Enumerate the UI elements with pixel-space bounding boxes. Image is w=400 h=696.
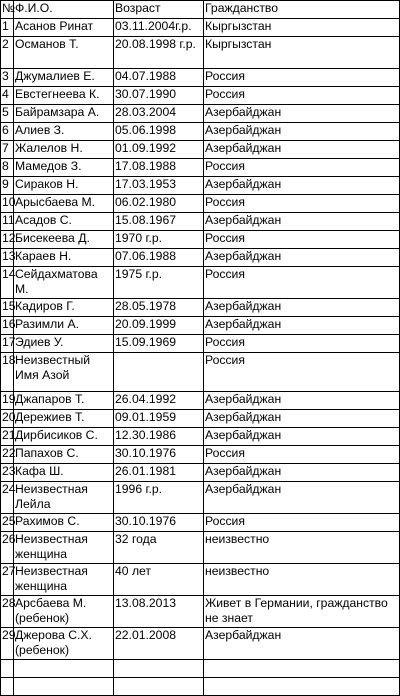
row-number: 7 [1, 141, 14, 159]
table-row [1, 335, 400, 353]
table-row [1, 410, 400, 428]
row-number: 5 [1, 105, 14, 123]
row-name: Папахов С. [14, 446, 114, 464]
row-citizenship [204, 678, 400, 696]
table-row [1, 87, 400, 105]
row-age [114, 353, 204, 392]
table-row [1, 123, 400, 141]
row-citizenship: Азербайджан [204, 464, 400, 482]
row-number: 6 [1, 123, 14, 141]
table-row [1, 299, 400, 317]
table-row [1, 231, 400, 249]
table-row [1, 177, 400, 195]
table-row [1, 482, 400, 514]
row-age: 17.03.1953 [114, 177, 204, 195]
row-name: Асанов Ринат [14, 19, 114, 37]
row-age [114, 660, 204, 678]
row-number: 1 [1, 19, 14, 37]
row-name: Джумалиев Е. [14, 69, 114, 87]
row-age [114, 678, 204, 696]
row-number: 24 [1, 482, 14, 514]
table-row [1, 628, 400, 660]
row-citizenship: Азербайджан [204, 428, 400, 446]
table-row [1, 69, 400, 87]
row-age: 22.01.2008 [114, 628, 204, 660]
table-row [1, 213, 400, 231]
row-age: 40 лет [114, 564, 204, 596]
row-citizenship: Россия [204, 514, 400, 532]
row-number: 17 [1, 335, 14, 353]
row-citizenship: Россия [204, 231, 400, 249]
table-row-empty [1, 678, 400, 696]
row-citizenship: Азербайджан [204, 105, 400, 123]
table-row [1, 195, 400, 213]
row-name: Османов Т. [14, 37, 114, 69]
table-row [1, 392, 400, 410]
row-citizenship: Россия [204, 335, 400, 353]
table-row [1, 141, 400, 159]
row-citizenship: Азербайджан [204, 317, 400, 335]
table-row [1, 596, 400, 628]
row-number: 3 [1, 69, 14, 87]
row-name: Кадиров Г. [14, 299, 114, 317]
row-age: 01.09.1992 [114, 141, 204, 159]
row-number [1, 678, 14, 696]
row-number: 28 [1, 596, 14, 628]
row-name: Джерова С.Х. (ребенок) [14, 628, 114, 660]
row-age: 04.07.1988 [114, 69, 204, 87]
table-row-empty [1, 660, 400, 678]
row-age: 15.08.1967 [114, 213, 204, 231]
row-name: Байрамзара А. [14, 105, 114, 123]
row-number: 13 [1, 249, 14, 267]
table-row [1, 159, 400, 177]
row-age: 32 года [114, 532, 204, 564]
header-full-name: Ф.И.О. [14, 1, 114, 19]
row-citizenship: Россия [204, 353, 400, 392]
table-row [1, 317, 400, 335]
row-age: 26.04.1992 [114, 392, 204, 410]
row-number [1, 660, 14, 678]
row-citizenship [204, 660, 400, 678]
row-number: 2 [1, 37, 14, 69]
table-row [1, 514, 400, 532]
row-age: 05.06.1998 [114, 123, 204, 141]
row-citizenship: Россия [204, 159, 400, 177]
row-number: 26 [1, 532, 14, 564]
row-citizenship: Россия [204, 195, 400, 213]
table-row [1, 446, 400, 464]
row-age: 20.09.1999 [114, 317, 204, 335]
row-number: 23 [1, 464, 14, 482]
row-citizenship: Азербайджан [204, 392, 400, 410]
row-citizenship: Россия [204, 267, 400, 299]
row-number: 21 [1, 428, 14, 446]
row-name: Неизвестная Лейла [14, 482, 114, 514]
row-age: 28.05.1978 [114, 299, 204, 317]
row-age: 12.30.1986 [114, 428, 204, 446]
row-number: 25 [1, 514, 14, 532]
row-citizenship: Азербайджан [204, 299, 400, 317]
row-name: Мамедов З. [14, 159, 114, 177]
table-row [1, 428, 400, 446]
row-age: 30.10.1976 [114, 446, 204, 464]
row-number: 20 [1, 410, 14, 428]
row-citizenship: Кыргызстан [204, 19, 400, 37]
row-citizenship: Россия [204, 87, 400, 105]
row-age: 13.08.2013 [114, 596, 204, 628]
row-number: 27 [1, 564, 14, 596]
row-name: Эдиев У. [14, 335, 114, 353]
row-age: 1975 г.р. [114, 267, 204, 299]
row-age: 17.08.1988 [114, 159, 204, 177]
row-name: Арсбаева М. (ребенок) [14, 596, 114, 628]
table-row [1, 105, 400, 123]
row-number: 19 [1, 392, 14, 410]
header-citizenship: Гражданство [204, 1, 400, 19]
row-age: 30.07.1990 [114, 87, 204, 105]
row-number: 10 [1, 195, 14, 213]
row-name: Караев Н. [14, 249, 114, 267]
row-name: Асадов С. [14, 213, 114, 231]
row-number: 15 [1, 299, 14, 317]
table-row [1, 249, 400, 267]
row-age: 26.01.1981 [114, 464, 204, 482]
row-citizenship: Азербайджан [204, 213, 400, 231]
row-name [14, 660, 114, 678]
row-citizenship: Азербайджан [204, 249, 400, 267]
row-name: Неизвестная женщина [14, 532, 114, 564]
row-number: 4 [1, 87, 14, 105]
row-name: Арысбаева М. [14, 195, 114, 213]
row-name: Неизвестный Имя Азой [14, 353, 114, 392]
row-citizenship: неизвестно [204, 564, 400, 596]
table-row [1, 353, 400, 392]
row-number: 22 [1, 446, 14, 464]
row-name: Дирбисиков С. [14, 428, 114, 446]
row-name: Жалелов Н. [14, 141, 114, 159]
row-name: Сираков Н. [14, 177, 114, 195]
row-number: 29 [1, 628, 14, 660]
table-row [1, 267, 400, 299]
table-row [1, 532, 400, 564]
row-age: 07.06.1988 [114, 249, 204, 267]
row-age: 30.10.1976 [114, 514, 204, 532]
row-citizenship: Азербайджан [204, 482, 400, 514]
row-name: Разимли А. [14, 317, 114, 335]
row-name: Евстегнеева К. [14, 87, 114, 105]
row-name: Сейдахматова М. [14, 267, 114, 299]
row-name: Бисекеева Д. [14, 231, 114, 249]
table-row [1, 19, 400, 37]
row-name: Рахимов С. [14, 514, 114, 532]
row-citizenship: Азербайджан [204, 123, 400, 141]
row-name: Джапаров Т. [14, 392, 114, 410]
row-age: 15.09.1969 [114, 335, 204, 353]
row-citizenship: Азербайджан [204, 141, 400, 159]
row-age: 20.08.1998 г.р. [114, 37, 204, 69]
row-citizenship: Азербайджан [204, 177, 400, 195]
row-age: 1996 г.р. [114, 482, 204, 514]
table-row [1, 37, 400, 69]
row-citizenship: Кыргызстан [204, 37, 400, 69]
row-name: Кафа Ш. [14, 464, 114, 482]
row-citizenship: Азербайджан [204, 410, 400, 428]
row-number: 8 [1, 159, 14, 177]
table-row [1, 564, 400, 596]
row-number: 9 [1, 177, 14, 195]
row-age: 03.11.2004г.р. [114, 19, 204, 37]
row-age: 28.03.2004 [114, 105, 204, 123]
row-citizenship: неизвестно [204, 532, 400, 564]
row-name: Неизвестная женщина [14, 564, 114, 596]
table-row [1, 464, 400, 482]
row-name [14, 678, 114, 696]
row-number: 14 [1, 267, 14, 299]
row-name: Алиев З. [14, 123, 114, 141]
row-number: 16 [1, 317, 14, 335]
row-number: 11 [1, 213, 14, 231]
row-citizenship: Живет в Германии, гражданство не знает [204, 596, 400, 628]
row-number: 18 [1, 353, 14, 392]
table-header-row [1, 1, 400, 19]
header-age: Возраст [114, 1, 204, 19]
row-age: 1970 г.р. [114, 231, 204, 249]
row-name: Дережиев Т. [14, 410, 114, 428]
row-number: 12 [1, 231, 14, 249]
header-number: № [1, 1, 14, 19]
row-citizenship: Азербайджан [204, 628, 400, 660]
row-age: 06.02.1980 [114, 195, 204, 213]
row-age: 09.01.1959 [114, 410, 204, 428]
row-citizenship: Россия [204, 69, 400, 87]
row-citizenship: Россия [204, 446, 400, 464]
